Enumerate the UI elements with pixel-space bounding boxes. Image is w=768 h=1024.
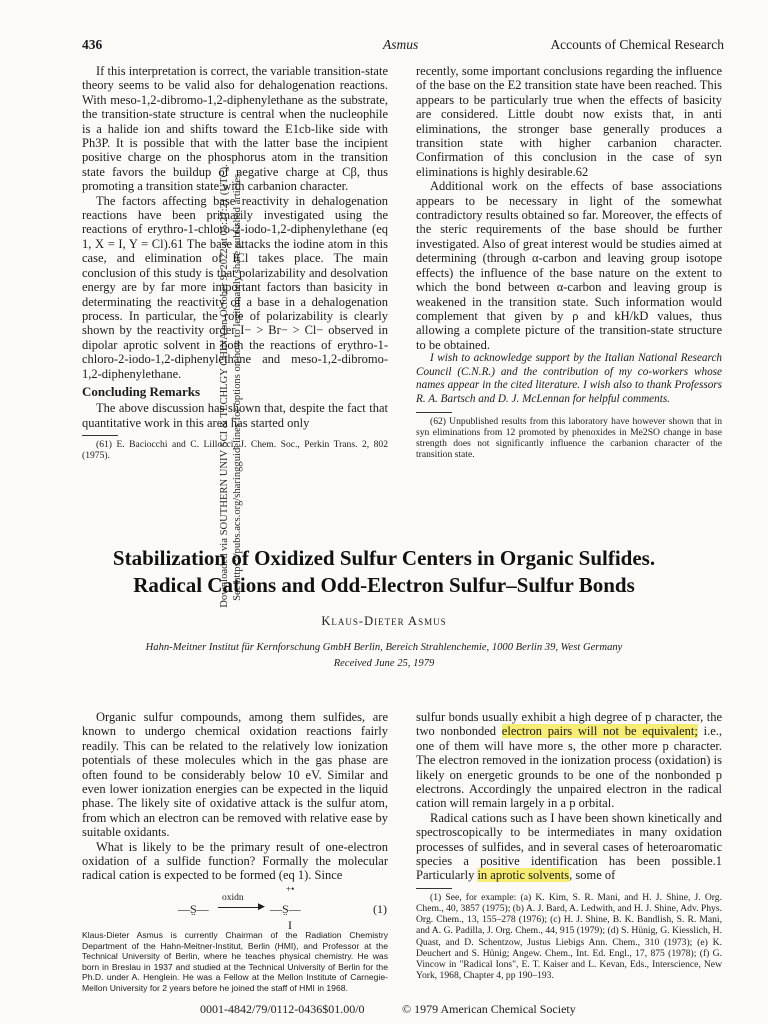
- paragraph: If this interpretation is correct, the variable transition-state theory seems to be valid also for dehalogenation reactions. With meso-1,2-dibromo-1,2-diphenylethane as the substrate, the transition-state structure is central when the nucleophile is a halide ion and shifts toward the E1cb-like side with Ph3P. It is possible that with the latter base the incipient positive charge on the phosphorus atom in the transition state favors the buildup of negative charge at Cβ, thus promoting a transition state with carbanion character.: [82, 64, 388, 194]
- author-name: Klaus-Dieter Asmus: [321, 614, 447, 628]
- footnote: (62) Unpublished results from this laboratory have however shown that in syn eliminations from 12 promoted by phenoxides in Me2SO change in base strength does not significantly influence the carbanion character of the transition state.: [416, 415, 722, 461]
- article-title-line1: Stabilization of Oxidized Sulfur Centers in Organic Sulfides.: [112, 546, 656, 570]
- compound-label: I: [288, 918, 292, 932]
- bottom-left-column: [82, 710, 388, 883]
- footnote-rule: [416, 412, 452, 413]
- running-author: Asmus: [383, 37, 419, 52]
- text-run: Radical cations such as I have been shown kinetically and spectroscopically to be intermediates in many oxidation processes of sulfides, and in several cases of heteroaromatic species a positive identification has been possible.1 Particularly: [416, 810, 722, 883]
- affiliation: Hahn-Meitner Institut für Kernforschung GmbH Berlin, Bereich Strahlenchemie, 1000 Berlin 39, West Germany: [145, 642, 623, 653]
- journal-name: Accounts of Chemical Research: [550, 37, 724, 52]
- article-title-line2: Radical Cations and Odd-Electron Sulfur–Sulfur Bonds: [133, 573, 635, 597]
- download-notice-line2: See https://pubs.acs.org/sharingguidelines for options on how to legitimately share published articles.: [232, 171, 243, 601]
- paragraph: The factors affecting base reactivity in dehalogenation reactions have been primarily investigated using the reactions of erythro-1-chloro-2-iodo-1,2-diphenylethane (eq 1, X = I, Y = Cl).61 The base attacks the iodine atom in this case, and elimination of ICl takes place. The main conclusion of this study is that polarizability and desolvation energy are by far more important factors than basicity in determinating the reactivity of a base in a dehalogenation process. In particular, the role of polarizability is clearly shown by the reactivity order I− > Br− > Cl− observed in dipolar aprotic solvent in both the reactions of erythro-1-chloro-2-iodo-1,2-diphenylethane and meso-1,2-dibromo-1,2-diphenylethane.: [82, 193, 388, 381]
- article-title: [40, 545, 728, 599]
- acknowledgment: I wish to acknowledge support by the Italian National Research Council (C.N.R.) and the contribution of my co-workers whose names appear in the cited literature. I wish also to thank Professors R. A. Bartsch and D. J. McLennan for helpful comments.: [416, 352, 722, 405]
- page-number: 436: [82, 37, 103, 52]
- top-right-column: [416, 64, 722, 460]
- footer-code: 0001-4842/79/0112-0436$01.00/0: [200, 1002, 365, 1016]
- footnote: (61) E. Baciocchi and C. Lillocci, J. Chem. Soc., Perkin Trans. 2, 802 (1975).: [82, 439, 388, 462]
- footnote-rule: [416, 888, 452, 889]
- text-run: , some of: [569, 868, 616, 883]
- paragraph: What is likely to be the primary result of one-electron oxidation of a sulfide function? Formally the molecular radical cation is expected to be formed (eq 1). Since: [82, 839, 388, 883]
- footnote-rule: [82, 435, 118, 436]
- equation-arrow-label: oxidn: [222, 893, 244, 903]
- equation-number: (1): [373, 902, 387, 916]
- equation-arrow: [218, 907, 262, 908]
- footer-copyright: © 1979 American Chemical Society: [402, 1002, 576, 1016]
- author-biography: Klaus-Dieter Asmus is currently Chairman of the Radiation Chemistry Department of the Hahn-Meitner-Institut, Berlin (HMI), and Professor at the Technical University of Berlin, where he teaches physical chemistry. He was born in Breslau in 1937 and studied at the Technical University of Berlin for the Ph.D. under A. Henglein. He was a Fellow at the Mellon Institute of Carnegie-Mellon University for 2 years before he joined the staff of HMI in 1968.: [82, 930, 388, 993]
- radical-cation-marks: +•: [286, 884, 295, 894]
- received-date: Received June 25, 1979: [333, 658, 435, 669]
- text-run: i.e., one of them will have more s, the other more p character. The electron removed in the ionization process (oxidation) is likely on energetic grounds to be one of the nonbonded p electrons. Accordingly the unpaired electron in the radical cation will remain largely in a p orbital.: [416, 724, 722, 811]
- paragraph: [416, 811, 722, 883]
- highlight: electron pairs will not be equivalent;: [501, 724, 698, 739]
- paragraph: [416, 710, 722, 811]
- highlight: in aprotic solvents: [477, 868, 570, 883]
- top-left-column: [82, 64, 388, 462]
- paragraph: recently, some important conclusions regarding the influence of the base on the E2 transition state have been reached. This appears to be particularly true when the effects of basicity are considered. Little doubt now exists that, in anti eliminations, the stronger base generally produces a transition state with higher carbanion character. Confirmation of this conclusion in the case of syn eliminations is highly desirable.62: [416, 64, 722, 179]
- equation-lhs: —S̤—: [178, 902, 209, 916]
- paragraph: The above discussion has shown that, despite the fact that quantitative work in this area has started only: [82, 401, 388, 430]
- paragraph: Additional work on the effects of base associations appears to be necessary in light of the somewhat contradictory results obtained so far. Moreover, the effects of the steric requirements of the base should be further investigated. Also of great interest would be studies aimed at determining (through α-carbon and leaving group isotope effects) the influence of the base nature on the extent to which the bond between α-carbon and leaving group is weakened in the transition state. Such information would complement that given by ρ and kH/kD values, thus allowing a complete picture of the transition-state structure to be obtained.: [416, 179, 722, 352]
- text-run: sulfur bonds usually exhibit a high degree of p character, the two nonbonded: [416, 710, 722, 739]
- arrow-head-icon: ▶: [258, 901, 265, 911]
- paragraph: Organic sulfur compounds, among them sulfides, are known to undergo chemical oxidation reactions fairly readily. This can be related to the relatively low ionization potentials of these molecules which in the gas phase are often found to be considerably below 10 eV. Similar and even lower ionization energies can be expected in the liquid phase. The likely site of oxidative attack is the sulfur atom, from which an electron can be removed with relative ease by suitable oxidants.: [82, 710, 388, 840]
- bottom-right-column: [416, 710, 722, 982]
- equation-rhs: —S̤—: [270, 902, 301, 916]
- section-heading: Concluding Remarks: [82, 383, 201, 399]
- download-notice-line1: Downloaded via SOUTHERN UNIV SCI & TECHLGY CHINA on October 9, 2022 at 05:27:21 (UTC).: [219, 164, 230, 608]
- footnote: (1) See, for example: (a) K. Kim, S. R. Mani, and H. J. Shine, J. Org. Chem., 40, 3857 (1975); (b) A. J. Bard, A. Ledwith, and H. J. Shine, Adv. Phys. Org. Chem., 13, 155–278 (1976); (c) H. J. Shine, B. K. Bandlish, S. R. Mani, and A. G. Padilla, J. Org. Chem., 44, 915 (1979); (d) S. Hünig, G. Kiesslich, H. Quast, and D. Schentzow, Justus Liebigs Ann. Chem., 310 (1973); (e) K. Deuchert and S. Hünig; Angew. Chem., Int. Ed. Engl., 17, 875 (1978); (f) G. Vincow in "Radical Ions", E. T. Kaiser and L. Kevan, Eds., Interscience, New York, 1968, Chapter 4, pp 190–193.: [416, 891, 722, 982]
